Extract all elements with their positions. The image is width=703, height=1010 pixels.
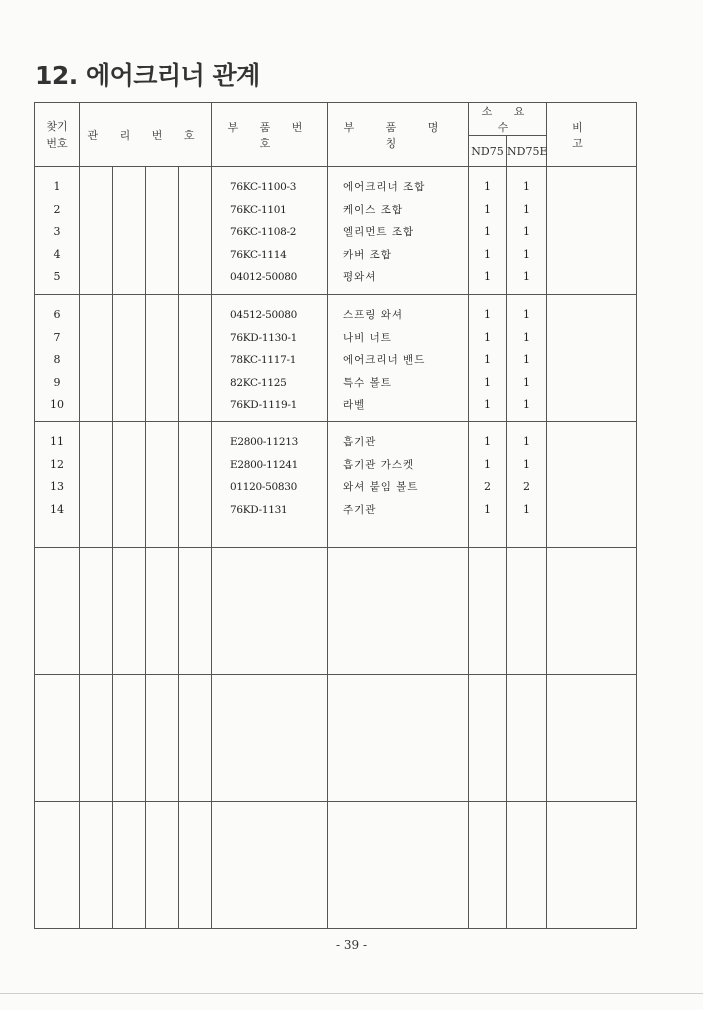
mgmt-no-cell [80,802,113,929]
find-no-value: 12 [50,457,64,471]
table-row-group [35,167,637,295]
qty-nd75-value: 1 [484,375,491,389]
part-no-header: 부 품 번 호 [212,103,328,167]
part-no-cell [212,675,328,802]
remarks-cell [547,167,637,295]
part-name-value: 흡기관 [343,436,377,448]
find-no-value: 5 [53,270,61,284]
page-title: 12. 에어크리너 관계 [35,61,260,90]
qty-nd75e-value: 1 [523,398,530,412]
find-no-cell [35,295,80,422]
part-no-value: 76KC-1114 [230,248,287,261]
qty-nd75-value: 1 [484,330,491,344]
qty-nd75-cell [469,675,507,802]
find-no-cell [35,167,80,295]
find-no-value: 8 [53,353,61,367]
find-no-value: 10 [50,398,64,412]
qty-nd75e-value: 1 [523,308,530,321]
mgmt-no-cell [146,802,179,929]
part-name-value: 와셔 붙임 볼트 [343,481,419,494]
qty-nd75e-value: 1 [523,435,530,448]
find-no-value: 13 [50,480,64,494]
find-no-value: 11 [50,435,64,448]
part-no-cell [212,295,328,422]
qty-nd75e-value: 1 [523,375,530,389]
find-no-value: 2 [53,202,61,216]
qty-nd75-value: 1 [484,270,491,284]
part-name-value: 케이스 조합 [343,203,404,216]
part-name-value: 특수 볼트 [343,376,392,389]
part-no-cell [212,167,328,295]
find-no-cell [35,802,80,929]
qty-nd75-cell [469,167,507,295]
part-name-value: 에어크리너 밴드 [343,354,426,367]
mgmt-no-cell [179,675,212,802]
part-no-value: 76KC-1108-2 [230,226,297,239]
part-no-cell [212,422,328,548]
mgmt-no-cell [179,802,212,929]
qty-nd75e-cell [507,548,547,675]
table-row-group [35,422,637,548]
part-no-value: E2800-11213 [230,436,299,448]
table-row-group [35,802,637,929]
mgmt-no-cell [113,548,146,675]
mgmt-no-cell [146,295,179,422]
qty-nd75e-value: 1 [523,225,530,239]
qty-nd75-value: 1 [484,398,491,412]
find-no-value: 3 [53,225,61,239]
qty-nd75-cell [469,548,507,675]
part-name-value: 엘리먼트 조합 [343,226,415,239]
part-name-value: 나비 너트 [343,331,392,344]
qty-nd75-value: 1 [484,202,491,216]
part-name-cell [328,295,469,422]
part-name-cell [328,422,469,548]
find-no-value: 4 [53,247,61,261]
find-no-cell [35,548,80,675]
mgmt-no-cell [146,422,179,548]
mgmt-no-header: 관 리 번 호 [80,103,212,167]
part-no-value: 82KC-1125 [230,376,287,389]
qty-nd75-value: 1 [484,353,491,367]
mgmt-no-cell [179,422,212,548]
qty-nd75-value: 1 [484,225,491,239]
part-name-value: 평와셔 [343,271,377,284]
qty-nd75-value: 1 [484,180,491,193]
part-no-value: 76KD-1131 [230,503,288,516]
part-name-cell [328,548,469,675]
remarks-cell [547,548,637,675]
qty-nd75e-value: 1 [523,247,530,261]
qty-nd75e-cell [507,295,547,422]
part-no-value: 76KD-1119-1 [230,399,298,412]
mgmt-no-cell [113,802,146,929]
remarks-cell [547,675,637,802]
mgmt-no-cell [179,167,212,295]
qty-nd75-cell [469,802,507,929]
mgmt-no-cell [179,548,212,675]
qty-nd75e-value: 1 [523,202,530,216]
find-no-value: 9 [53,375,61,389]
table-row-group [35,548,637,675]
find-no-value: 7 [53,330,61,344]
mgmt-no-cell [146,675,179,802]
part-no-value: 04512-50080 [230,309,298,321]
part-name-cell [328,675,469,802]
qty-nd75e-value: 1 [523,180,530,193]
part-no-value: E2800-11241 [230,458,299,471]
part-no-value: 76KD-1130-1 [230,331,298,344]
mgmt-no-cell [146,167,179,295]
qty-nd75-value: 2 [484,480,491,494]
qty-nd75e-cell [507,802,547,929]
page-number: - 39 - [335,938,367,952]
mgmt-no-cell [113,167,146,295]
qty-nd75e-value: 1 [523,502,530,516]
qty-nd75-value: 1 [484,457,491,471]
mgmt-no-cell [80,548,113,675]
part-no-value: 01120-50830 [230,481,298,494]
qty-nd75e-value: 1 [523,270,530,284]
part-no-cell [212,802,328,929]
find-no-value: 6 [53,308,61,321]
part-name-cell [328,167,469,295]
mgmt-no-cell [179,295,212,422]
qty-nd75-value: 1 [484,435,491,448]
part-name-value: 흡기관 가스켓 [343,458,415,471]
mgmt-no-cell [146,548,179,675]
find-no-cell [35,675,80,802]
qty-nd75e-value: 1 [523,353,530,367]
find-no-cell [35,422,80,548]
qty-nd75e-cell [507,167,547,295]
qty-nd75e-value: 2 [523,480,530,494]
mgmt-no-cell [113,675,146,802]
qty-group-header: 소 요 수 [469,103,547,136]
qty-nd75e-cell [507,422,547,548]
qty-nd75-cell [469,422,507,548]
mgmt-no-cell [80,675,113,802]
part-no-cell [212,548,328,675]
mgmt-no-cell [80,295,113,422]
part-name-cell [328,802,469,929]
part-no-value: 78KC-1117-1 [230,354,297,367]
page-edge-line [0,993,703,994]
remarks-cell [547,802,637,929]
qty-nd75-header: ND75 [469,136,507,167]
mgmt-no-cell [80,167,113,295]
part-name-value: 스프링 와셔 [343,309,404,321]
qty-nd75-cell [469,295,507,422]
qty-nd75e-value: 1 [523,457,530,471]
parts-table [34,102,637,929]
remarks-cell [547,422,637,548]
find-no-header: 찾기 번호 [35,103,80,167]
qty-nd75-value: 1 [484,502,491,516]
part-no-value: 04012-50080 [230,271,298,284]
qty-nd75e-cell [507,675,547,802]
mgmt-no-cell [113,295,146,422]
find-no-value: 14 [50,502,64,516]
part-name-value: 에어크리너 조합 [343,181,426,193]
qty-nd75-value: 1 [484,308,491,321]
qty-nd75e-value: 1 [523,330,530,344]
part-name-value: 카버 조합 [343,248,392,261]
mgmt-no-cell [80,422,113,548]
qty-nd75-value: 1 [484,247,491,261]
mgmt-no-cell [113,422,146,548]
find-no-value: 1 [53,180,61,193]
part-no-value: 76KC-1100-3 [230,181,297,193]
part-name-value: 주기관 [343,503,377,516]
table-row-group [35,295,637,422]
part-name-header: 부 품 명 칭 [328,103,469,167]
part-name-value: 라벨 [343,399,366,412]
remarks-header: 비 고 [547,103,637,167]
part-no-value: 76KC-1101 [230,203,287,216]
remarks-cell [547,295,637,422]
table-row-group [35,675,637,802]
qty-nd75e-header: ND75E [507,136,547,167]
